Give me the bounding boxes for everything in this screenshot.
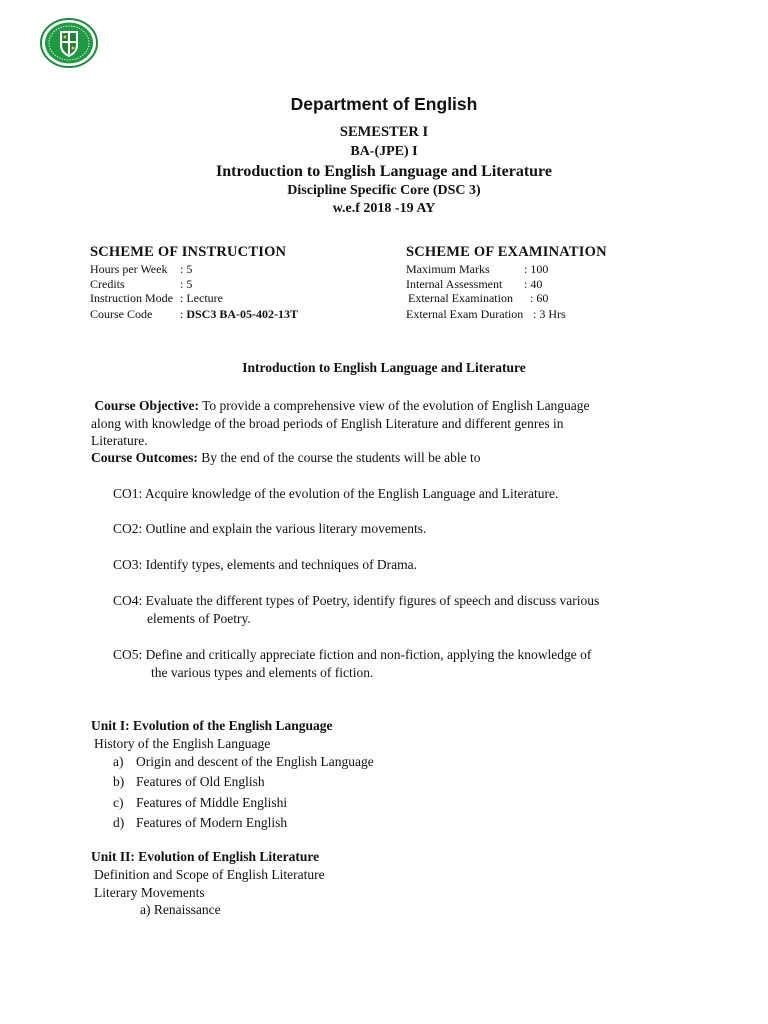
list-item: b) Features of Old English: [113, 774, 265, 789]
outcome-item: CO2: Outline and explain the various literary movements.: [113, 521, 427, 536]
semester-label: SEMESTER I: [339, 124, 429, 140]
section-subtitle: Introduction to English Language and Literature: [242, 360, 526, 375]
outcome-item: CO1: Acquire knowledge of the evolution of the English Language and Literature.: [113, 486, 559, 501]
course-title: Introduction to English Language and Literature: [216, 163, 552, 180]
list-item: a) Origin and descent of the English Language: [113, 754, 374, 769]
unit-2-line: Definition and Scope of English Literature: [94, 867, 325, 882]
list-item: d) Features of Modern English: [113, 815, 288, 830]
program-label: BA-(JPE) I: [350, 144, 418, 159]
scheme-of-examination-heading: SCHEME OF EXAMINATION: [406, 244, 607, 260]
course-outcomes: Course Outcomes: By the end of the course the students will be able to: [91, 450, 481, 465]
unit-2-line: Literary Movements: [94, 885, 205, 900]
course-code-value: DSC3 BA-05-402-13T: [186, 307, 299, 321]
department-title: Department of English: [290, 94, 478, 114]
unit-1-heading: Unit I: Evolution of the English Language: [91, 718, 333, 733]
scheme-of-instruction-heading: SCHEME OF INSTRUCTION: [90, 244, 287, 260]
unit-2-item: a) Renaissance: [140, 902, 221, 917]
outcome-item: CO4: Evaluate the different types of Poetry, identify figures of speech and discuss various elements of Poetry.: [113, 593, 600, 626]
course-objective: Course Objective: To provide a comprehensive view of the evolution of English Language along with knowledge of the broad periods of English Literature and different genres in Literature.: [91, 398, 590, 448]
outcome-item: CO5: Define and critically appreciate fiction and non-fiction, applying the knowledge of the various types and elements of fiction.: [113, 647, 592, 680]
discipline-label: Discipline Specific Core (DSC 3): [287, 183, 481, 198]
wef-label: w.e.f 2018 -19 AY: [332, 201, 436, 216]
college-logo: [40, 18, 98, 68]
outcome-item: CO3: Identify types, elements and techniques of Drama.: [113, 557, 418, 572]
unit-1-subheading: History of the English Language: [94, 736, 271, 751]
list-item: c) Features of Middle Englishi: [113, 795, 288, 810]
unit-2-heading: Unit II: Evolution of English Literature: [91, 849, 320, 864]
